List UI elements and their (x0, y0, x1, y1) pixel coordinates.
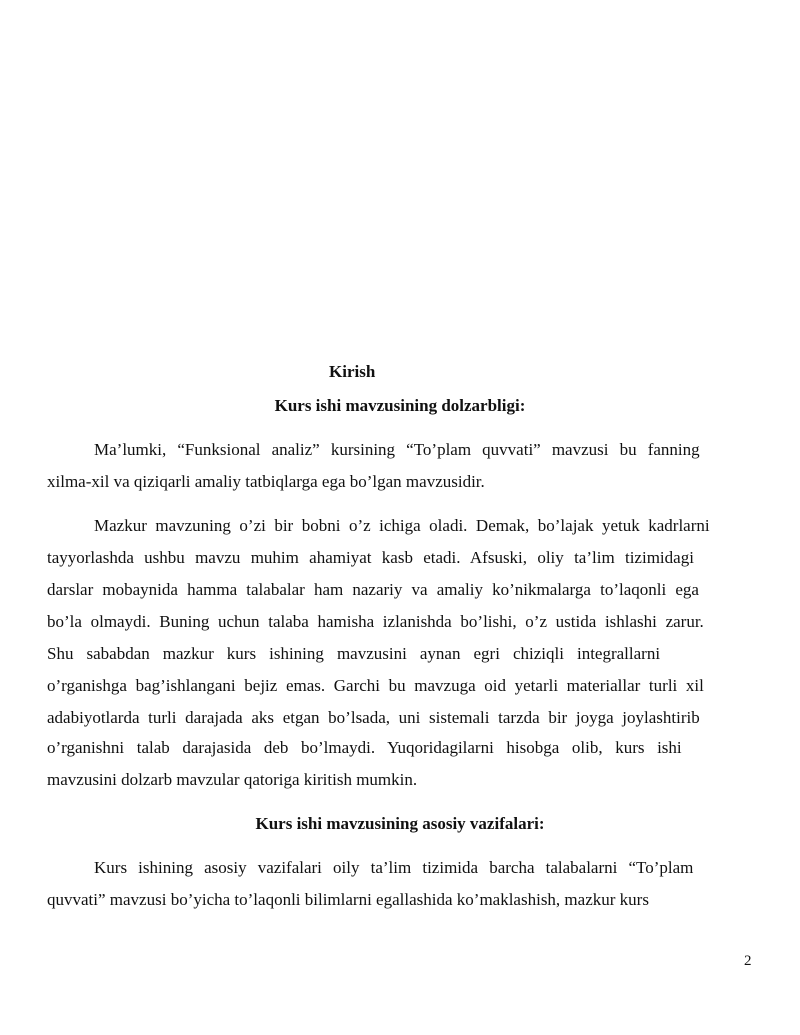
paragraph-line: darslar mobaynida hamma talabalar ham nazariy va amaliy ko’nikmalarga to’laqonli ega (47, 580, 699, 599)
paragraph-line: quvvati” mavzusi bo’yicha to’laqonli bilimlarni egallashida ko’maklashish, mazkur kurs (47, 890, 649, 909)
paragraph-line: xilma-xil va qiziqarli amaliy tatbiqlarga ega bo’lgan mavzusidir. (47, 472, 485, 491)
page-number: 2 (744, 953, 752, 969)
paragraph-line: Kurs ishining asosiy vazifalari oily ta’lim tizimida barcha talabalarni “To’plam (94, 858, 694, 877)
paragraph-line: tayyorlashda ushbu mavzu muhim ahamiyat kasb etadi. Afsuski, oliy ta’lim tizimidagi (47, 548, 694, 567)
paragraph-line: Ma’lumki, “Funksional analiz” kursining “To’plam quvvati” mavzusi bu fanning (94, 440, 700, 459)
section-subtitle: Kurs ishi mavzusining dolzarbligi: (274, 396, 526, 415)
paragraph-line: bo’la olmaydi. Buning uchun talaba hamisha izlanishda bo’lishi, o’z ustida ishlashi zarur. (47, 612, 704, 631)
page-title: Kirish (329, 362, 376, 381)
paragraph-line: o’rganishni talab darajasida deb bo’lmaydi. Yuqoridagilarni hisobga olib, kurs ishi (47, 738, 682, 757)
paragraph-line: Mazkur mavzuning o’zi bir bobni o’z ichiga oladi. Demak, bo’lajak yetuk kadrlarni (94, 516, 710, 535)
paragraph-line: adabiyotlarda turli darajada aks etgan bo’lsada, uni sistemali tarzda bir joyga joylashtirib (47, 708, 700, 727)
paragraph-line: o’rganishga bag’ishlangani bejiz emas. Garchi bu mavzuga oid yetarli materiallar turli xil (47, 676, 704, 695)
paragraph-line: mavzusini dolzarb mavzular qatoriga kiritish mumkin. (47, 770, 418, 789)
paragraph-line: Shu sababdan mazkur kurs ishining mavzusini aynan egri chiziqli integrallarni (47, 644, 661, 663)
section-heading: Kurs ishi mavzusining asosiy vazifalari: (255, 814, 545, 833)
